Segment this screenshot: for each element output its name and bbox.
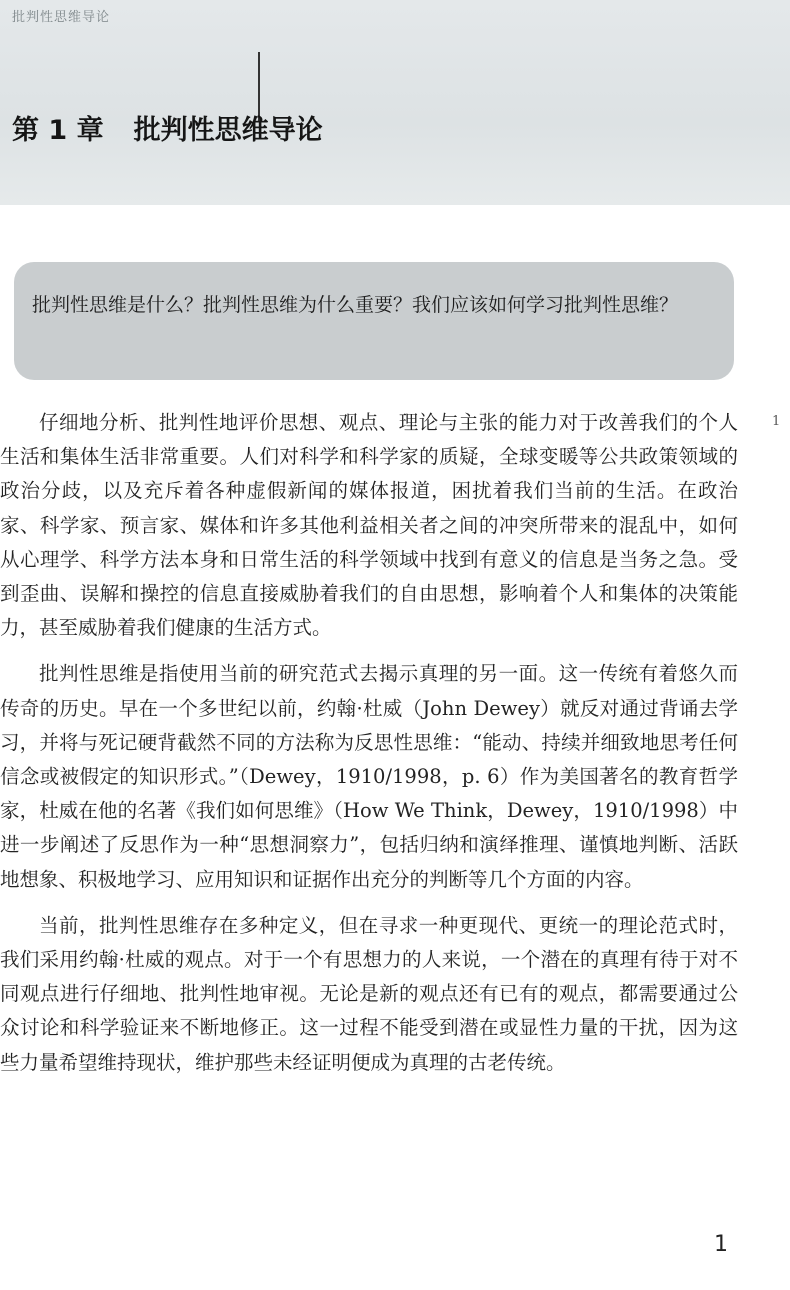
chapter-heading [12,108,323,147]
chapter-header-band [0,0,790,205]
running-head: 批判性思维导论 [12,10,111,25]
chapter-label: 第 1 章 [12,115,104,146]
body-text [0,406,738,1092]
margin-page-number: 1 [772,414,781,429]
paragraph-2: 批判性思维是指使用当前的研究范式去揭示真理的另一面。这一传统有着悠久而传奇的历史。早在一个多世纪以前，约翰·杜威（John Dewey）就反对通过背诵去学习，并将与死记硬背截然不同的方法称为反思性思维：“能动、持续并细致地思考任何信念或被假定的知识形式。”（Dewey，1910/1998，p. 6）作为美国著名的教育哲学家，杜威在他的名著《我们如何思维》（How We Think，Dewey，1910/1998）中进一步阐述了反思作为一种“思想洞察力”，包括归纳和演绎推理、谨慎地判断、活跃地想象、积极地学习、应用知识和证据作出充分的判断等几个方面的内容。 [0,662,738,891]
paragraph-3: 当前，批判性思维存在多种定义，但在寻求一种更现代、更统一的理论范式时，我们采用约翰·杜威的观点。对于一个有思想力的人来说，一个潜在的真理有待于对不同观点进行仔细地、批判性地审视。无论是新的观点还有已有的观点，都需要通过公众讨论和科学验证来不断地修正。这一过程不能受到潜在或显性力量的干扰，因为这些力量希望维持现状，维护那些未经证明便成为真理的古老传统。 [0,913,738,1074]
chapter-questions-text: 批判性思维是什么？批判性思维为什么重要？我们应该如何学习批判性思维？ [32,294,679,316]
paragraph-1: 仔细地分析、批判性地评价思想、观点、理论与主张的能力对于改善我们的个人生活和集体生活非常重要。人们对科学和科学家的质疑，全球变暖等公共政策领域的政治分歧，以及充斥着各种虚假新闻的媒体报道，困扰着我们当前的生活。在政治家、科学家、预言家、媒体和许多其他利益相关者之间的冲突所带来的混乱中，如何从心理学、科学方法本身和日常生活的科学领域中找到有意义的信息是当务之急。受到歪曲、误解和操控的信息直接威胁着我们的自由思想，影响着个人和集体的决策能力，甚至威胁着我们健康的生活方式。 [0,411,738,640]
page-number: 1 [714,1232,728,1257]
chapter-title: 批判性思维导论 [133,115,323,146]
chapter-questions-box [14,262,734,380]
